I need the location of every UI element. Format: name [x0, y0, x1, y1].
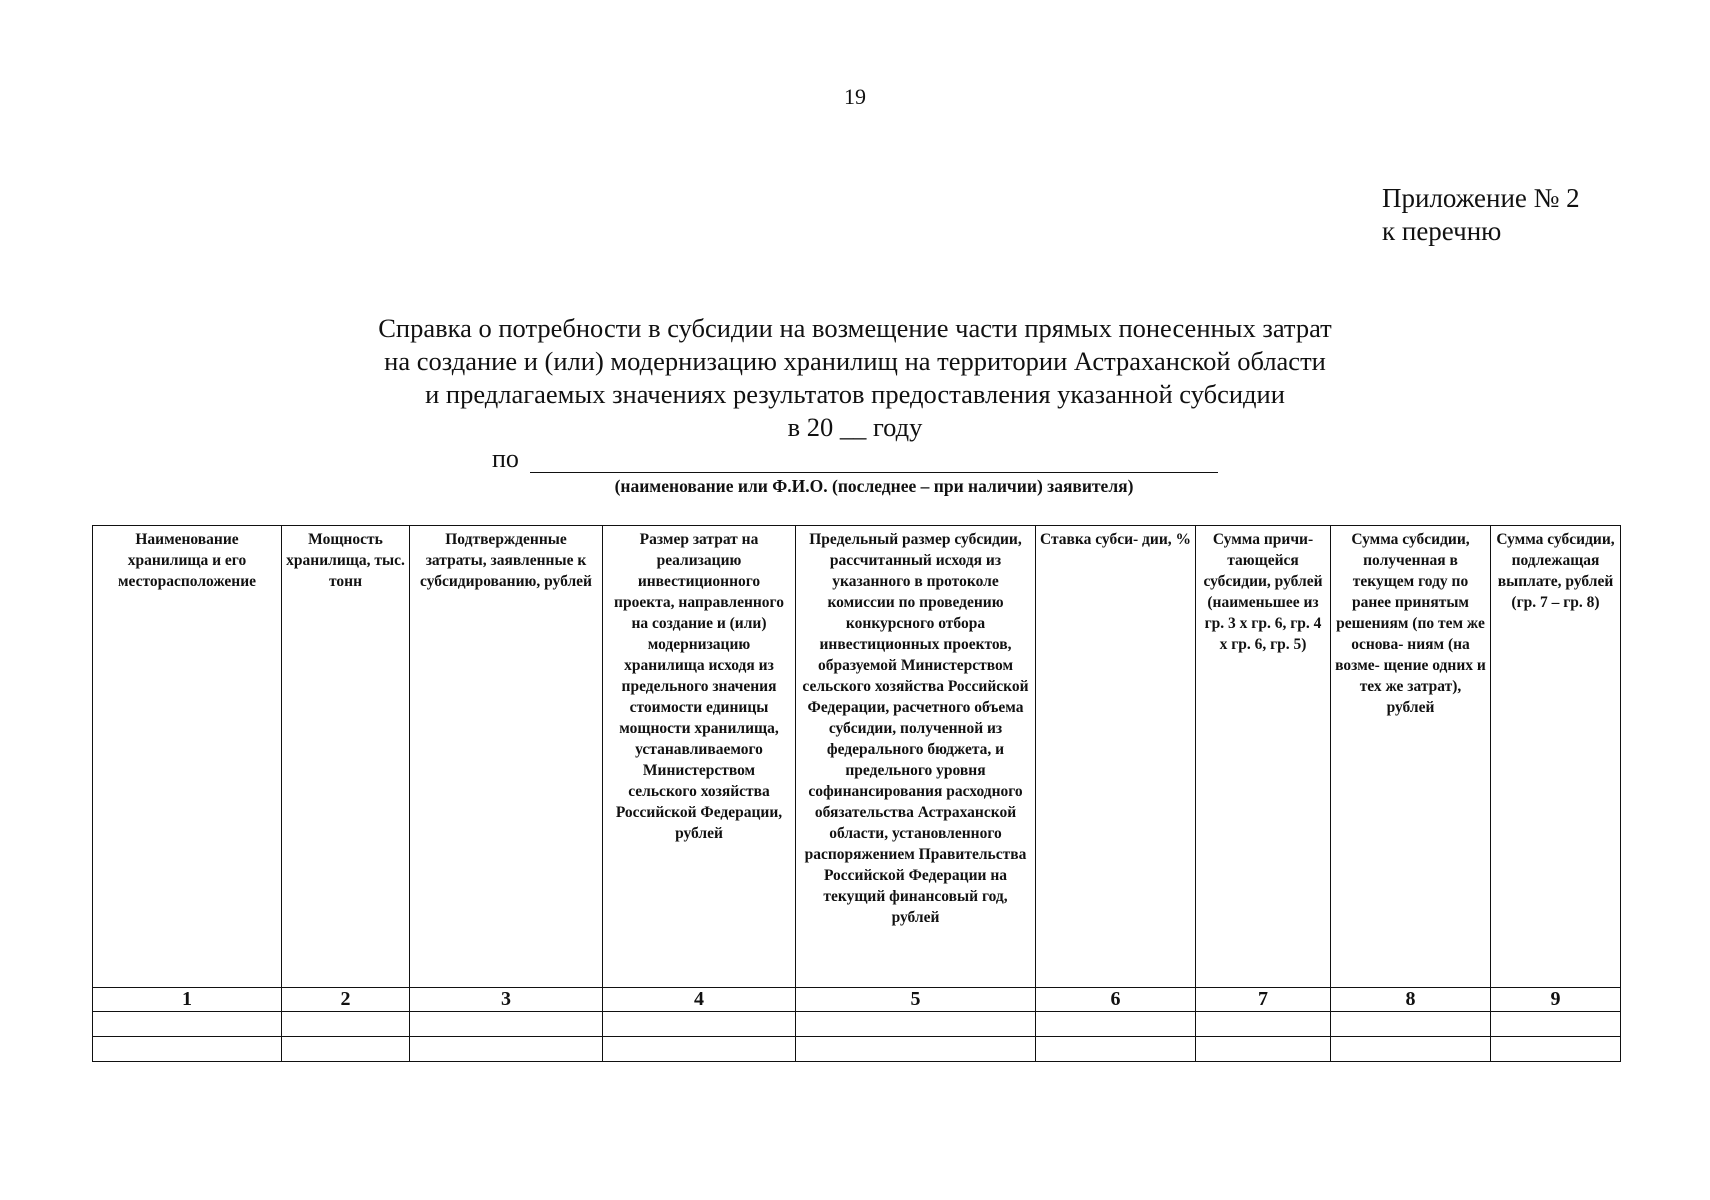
- header-confirmed-costs: Подтвержденные затраты, заявленные к субсидированию, рублей: [410, 526, 603, 988]
- table-cell[interactable]: [1036, 1037, 1196, 1062]
- table-cell[interactable]: [282, 1037, 410, 1062]
- document-title: [0, 312, 1710, 444]
- table-cell[interactable]: [1491, 1037, 1621, 1062]
- applicant-prefix: по: [492, 444, 519, 473]
- table-cell[interactable]: [603, 1037, 796, 1062]
- title-line-4: в 20 __ году: [787, 412, 923, 442]
- title-line-2: на создание и (или) модернизацию хранилищ на территории Астраханской области: [384, 346, 1326, 376]
- column-number: 4: [603, 988, 796, 1012]
- subsidy-table: [92, 525, 1621, 1062]
- title-line-3: и предлагаемых значениях результатов предоставления указанной субсидии: [425, 379, 1285, 409]
- column-number: 6: [1036, 988, 1196, 1012]
- column-number: 2: [282, 988, 410, 1012]
- table-cell[interactable]: [796, 1037, 1036, 1062]
- table-row: [93, 1037, 1621, 1062]
- column-number: 7: [1196, 988, 1331, 1012]
- table-cell[interactable]: [1491, 1012, 1621, 1037]
- table-cell[interactable]: [282, 1012, 410, 1037]
- table-header-row: [93, 526, 1621, 988]
- header-payable-subsidy: Сумма субсидии, подлежащая выплате, рублей (гр. 7 – гр. 8): [1491, 526, 1621, 988]
- table-cell[interactable]: [93, 1037, 282, 1062]
- table-cell[interactable]: [796, 1012, 1036, 1037]
- header-received-subsidy: Сумма субсидии, полученная в текущем году по ранее принятым решениям (по тем же основа- ниям (на возме- щение одних и тех же затрат), рублей: [1331, 526, 1491, 988]
- table-row: [93, 1012, 1621, 1037]
- table-cell[interactable]: [1036, 1012, 1196, 1037]
- table-cell[interactable]: [410, 1037, 603, 1062]
- column-number: 1: [93, 988, 282, 1012]
- table-cell[interactable]: [410, 1012, 603, 1037]
- column-number-row: [93, 988, 1621, 1012]
- column-number: 5: [796, 988, 1036, 1012]
- table-cell[interactable]: [603, 1012, 796, 1037]
- header-project-costs: Размер затрат на реализацию инвестиционного проекта, направленного на создание и (или) модернизацию хранилища исходя из предельного значения стоимости единицы мощности хранилища, устанавливаемого Министерством сельского хозяйства Российской Федерации, рублей: [603, 526, 796, 988]
- table-cell[interactable]: [1331, 1037, 1491, 1062]
- header-subsidy-rate: Ставка субси- дии, %: [1036, 526, 1196, 988]
- appendix-line-2: к перечню: [1382, 216, 1502, 246]
- appendix-reference: [1382, 182, 1580, 248]
- table-cell[interactable]: [1196, 1037, 1331, 1062]
- appendix-line-1: Приложение № 2: [1382, 183, 1580, 213]
- page-number: 19: [844, 84, 866, 109]
- column-number: 9: [1491, 988, 1621, 1012]
- header-due-subsidy: Сумма причи- тающейся субсидии, рублей (наименьшее из гр. 3 х гр. 6, гр. 4 х гр. 6, гр. 5): [1196, 526, 1331, 988]
- table-cell[interactable]: [1331, 1012, 1491, 1037]
- column-number: 3: [410, 988, 603, 1012]
- header-max-subsidy: Предельный размер субсидии, рассчитанный исходя из указанного в протоколе комиссии по проведению конкурсного отбора инвестиционных проектов, образуемой Министерством сельского хозяйства Российской Федерации, расчетного объема субсидии, полученной из федерального бюджета, и предельного уровня софинансирования расходного обязательства Астраханской области, установленного распоряжением Правительства Российской Федерации на текущий финансовый год, рублей: [796, 526, 1036, 988]
- applicant-caption: (наименование или Ф.И.О. (последнее – при наличии) заявителя): [614, 476, 1134, 496]
- applicant-name-blank[interactable]: [530, 472, 1218, 473]
- header-storage-name: Наименование хранилища и его месторасположение: [93, 526, 282, 988]
- header-capacity: Мощность хранилища, тыс. тонн: [282, 526, 410, 988]
- table-cell[interactable]: [1196, 1012, 1331, 1037]
- table-cell[interactable]: [93, 1012, 282, 1037]
- title-line-1: Справка о потребности в субсидии на возмещение части прямых понесенных затрат: [378, 313, 1332, 343]
- column-number: 8: [1331, 988, 1491, 1012]
